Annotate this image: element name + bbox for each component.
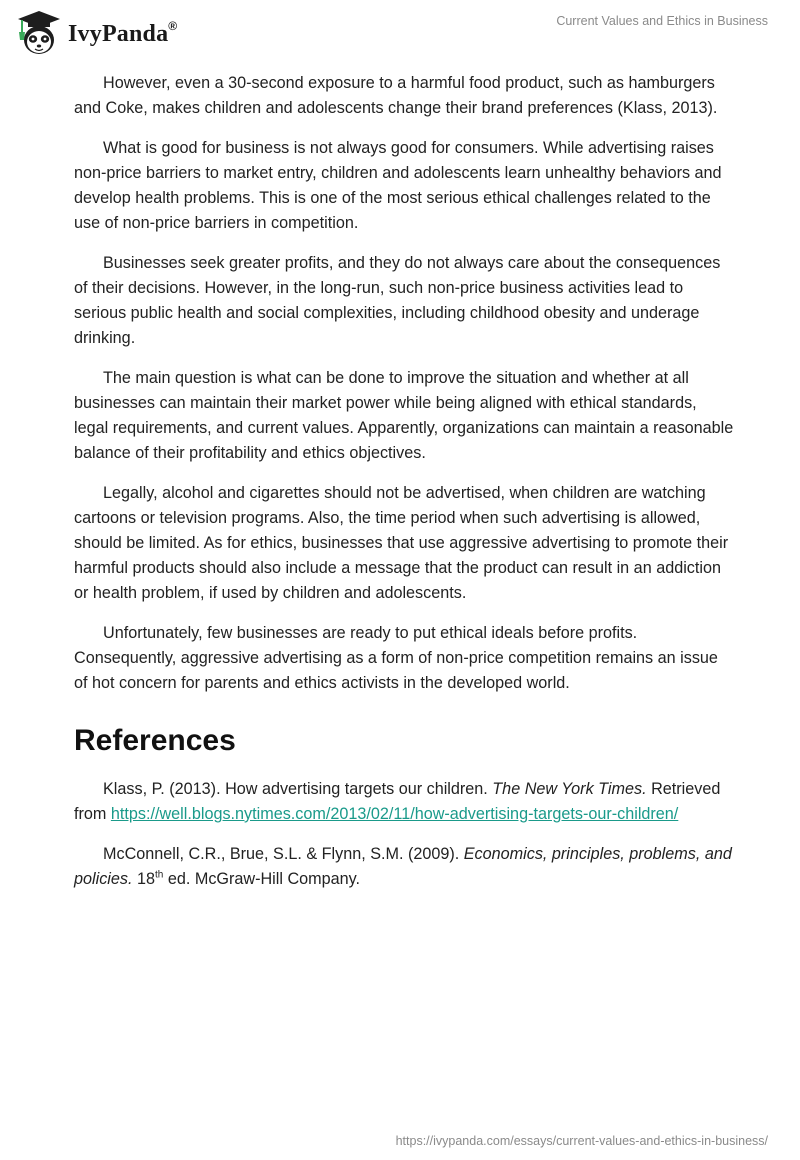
reference-link[interactable]: https://well.blogs.nytimes.com/2013/02/11/how-advertising-targets-our-children/ xyxy=(110,805,679,823)
body-paragraph: Legally, alcohol and cigarettes should not be advertised, when children are watching cartoons or television programs. Also, the time period when such advertising is allowed, should be limited. As for ethics, businesses that use aggressive advertising to promote their harmful products should also include a message that the product can result in an addiction or health problem, if used by children and adolescents. xyxy=(74,484,729,602)
essay-body xyxy=(74,71,734,907)
reference-retrieved-label: Retrieved from xyxy=(74,780,721,823)
brand-name xyxy=(68,18,178,48)
body-paragraph: The main question is what can be done to improve the situation and whether at all businesses can maintain their market power while being aligned with ethical standards, legal requirements, and current values. Apparently, organizations can maintain a reasonable balance of their profitability and ethics objectives. xyxy=(74,369,734,462)
body-paragraph: What is good for business is not always good for consumers. While advertising raises non-price barriers to market entry, children and adolescents learn unhealthy behaviors and develop health problems. This is one of the most serious ethical challenges related to the use of non-price barriers in competition. xyxy=(74,139,722,232)
references-heading: References xyxy=(74,724,236,757)
body-paragraph: However, even a 30-second exposure to a harmful food product, such as hamburgers and Coke, makes children and adolescents change their brand preferences (Klass, 2013). xyxy=(74,74,718,117)
registered-mark: ® xyxy=(168,18,178,33)
reference-edition: 18 xyxy=(132,870,155,888)
panda-graduate-icon xyxy=(14,8,64,58)
footer-url: https://ivypanda.com/essays/current-values-and-ethics-in-business/ xyxy=(395,1134,768,1148)
reference-author-title: McConnell, C.R., Brue, S.L. & Flynn, S.M. (2009). xyxy=(103,845,464,863)
reference-item-klass xyxy=(74,777,734,827)
body-paragraph: Unfortunately, few businesses are ready to put ethical ideals before profits. Consequently, aggressive advertising as a form of non-price competition remains an issue of hot concern for parents and ethics activists in the developed world. xyxy=(74,624,718,692)
reference-source: The New York Times. xyxy=(492,780,647,798)
document-title: Current Values and Ethics in Business xyxy=(556,14,768,28)
body-paragraph: Businesses seek greater profits, and they do not always care about the consequences of their decisions. However, in the long-run, such non-price business activities lead to serious public health and social complexities, including childhood obesity and underage drinking. xyxy=(74,254,721,347)
page-header xyxy=(0,0,800,64)
reference-author-title: Klass, P. (2013). How advertising targets our children. xyxy=(103,780,493,798)
brand-text: IvyPanda xyxy=(68,20,169,47)
reference-item-mcconnell xyxy=(74,842,734,892)
reference-source: Economics, principles, problems, and policies. xyxy=(74,845,732,888)
ivypanda-logo[interactable] xyxy=(14,8,177,58)
reference-publisher: ed. McGraw-Hill Company. xyxy=(163,870,361,888)
edition-superscript: th xyxy=(155,869,164,881)
